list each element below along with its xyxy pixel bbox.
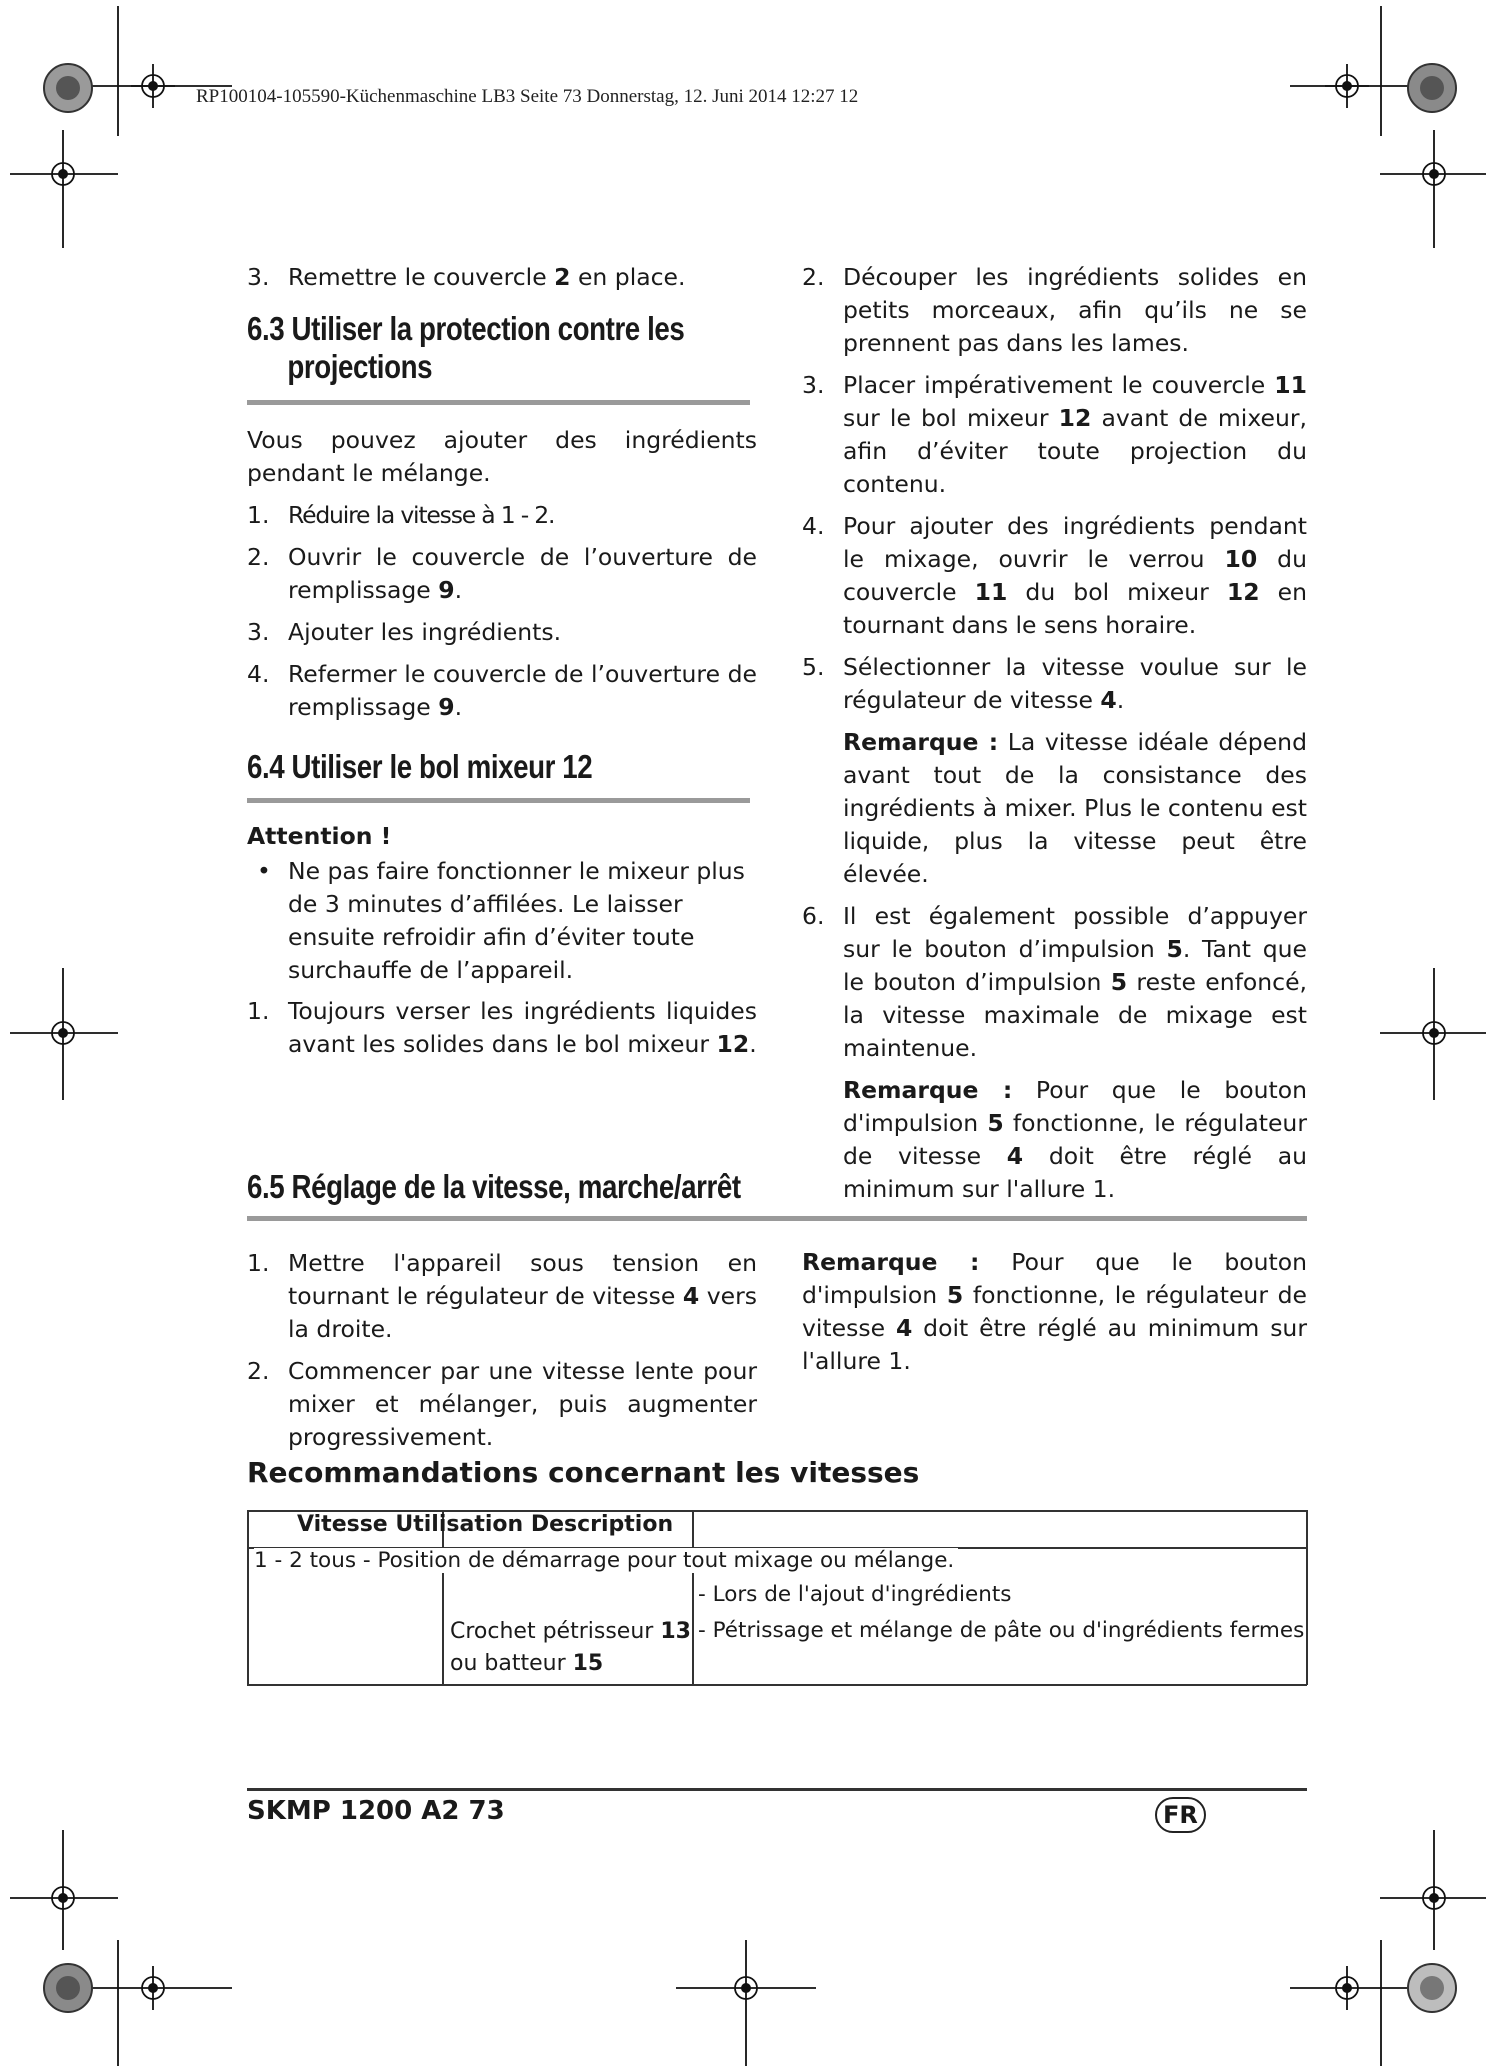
right-column xyxy=(802,261,1307,1206)
list-item: 4. Pour ajouter des ingrédients pendant le mixage, ouvrir le verrou 10 du couvercle 11 du bol mixeur 12 en tournant dans le sens horaire. xyxy=(802,512,1307,639)
list-item: 1. Réduire la vitesse à 1 - 2. xyxy=(247,501,555,529)
language-badge: FR xyxy=(1155,1797,1206,1833)
print-header: RP100104-105590-Küchenmaschine LB3 Seite 73 Donnerstag, 12. Juni 2014 12:27 12 xyxy=(196,86,859,107)
table-row: - Lors de l'ajout d'ingrédients xyxy=(698,1582,1012,1607)
section-6-3-intro: Vous pouvez ajouter des ingrédients pendant le mélange. xyxy=(247,426,757,487)
table-cell-use: Crochet pétrisseur 13 ou batteur 15 xyxy=(450,1619,691,1676)
section-6-4-rule xyxy=(247,798,750,803)
list-item: 3. Placer impérativement le couvercle 11 sur le bol mixeur 12 avant de mixeur, afin d’éviter toute projection du contenu. xyxy=(802,371,1307,498)
section-6-5-left xyxy=(247,1247,757,1463)
table-cell-description: - Pétrissage et mélange de pâte ou d'ingrédients fermes xyxy=(698,1618,1305,1643)
section-6-5-title: 6.5 Réglage de la vitesse, marche/arrêt xyxy=(247,1168,741,1205)
list-item: 1. Toujours verser les ingrédients liquides avant les solides dans le bol mixeur 12. xyxy=(247,997,757,1058)
list-item: 2. Ouvrir le couvercle de l’ouverture de remplissage 9. xyxy=(247,543,757,604)
list-item: 3. Ajouter les ingrédients. xyxy=(247,618,562,646)
table-row: 1 - 2 tous - Position de démarrage pour tout mixage ou mélange. xyxy=(254,1548,958,1573)
warning-bullet: • Ne pas faire fonctionner le mixeur plus de 3 minutes d’affilées. Le laisser ensuite refroidir afin d’éviter toute surchauffe de l’appareil. xyxy=(257,857,745,984)
list-item: 2. Commencer par une vitesse lente pour mixer et mélanger, puis augmenter progressivement. xyxy=(247,1357,757,1451)
speed-recommendations-heading: Recommandations concernant les vitesses xyxy=(247,1456,920,1489)
list-item: 6. Il est également possible d’appuyer sur le bouton d’impulsion 5. Tant que le bouton d’impulsion 5 reste enfoncé, la vitesse maximale de mixage est maintenue. xyxy=(802,902,1307,1062)
step-remettre-couvercle: 3. Remettre le couvercle 2 en place. xyxy=(247,263,686,291)
footer-rule xyxy=(247,1788,1307,1791)
left-column xyxy=(247,261,757,386)
list-item: 1. Mettre l'appareil sous tension en tournant le régulateur de vitesse 4 vers la droite. xyxy=(247,1249,757,1343)
section-6-3-body xyxy=(247,424,757,733)
footer-model-page: SKMP 1200 A2 73 xyxy=(247,1796,505,1826)
list-item: 4. Refermer le couvercle de l’ouverture de remplissage 9. xyxy=(247,660,757,721)
note-pulse-button: Remarque : Pour que le bouton d'impulsion 5 fonctionne, le régulateur de vitesse 4 doit être réglé au minimum sur l'allure 1. xyxy=(843,1076,1307,1203)
section-6-3-title: 6.3 Utiliser la protection contre les projections xyxy=(247,310,685,385)
list-item: 5. Sélectionner la vitesse voulue sur le régulateur de vitesse 4. xyxy=(802,653,1307,714)
section-6-5-rule xyxy=(247,1216,1307,1221)
section-6-3-rule xyxy=(247,400,750,405)
attention-heading: Attention ! xyxy=(247,822,392,850)
section-6-4-body xyxy=(247,820,757,1070)
section-6-5-note: Remarque : Pour que le bouton d'impulsion 5 fonctionne, le régulateur de vitesse 4 doit être réglé au minimum sur l'allure 1. xyxy=(802,1248,1307,1375)
note-ideal-speed: Remarque : La vitesse idéale dépend avant tout de la consistance des ingrédients à mixer. Plus le contenu est liquide, plus la vitesse peut être élevée. xyxy=(843,728,1307,888)
list-item: 2. Découper les ingrédients solides en petits morceaux, afin qu’ils ne se prennent pas dans les lames. xyxy=(802,263,1307,357)
section-6-4-title: 6.4 Utiliser le bol mixeur 12 xyxy=(247,748,593,785)
table-header-row: Vitesse Utilisation Description xyxy=(297,1512,674,1537)
